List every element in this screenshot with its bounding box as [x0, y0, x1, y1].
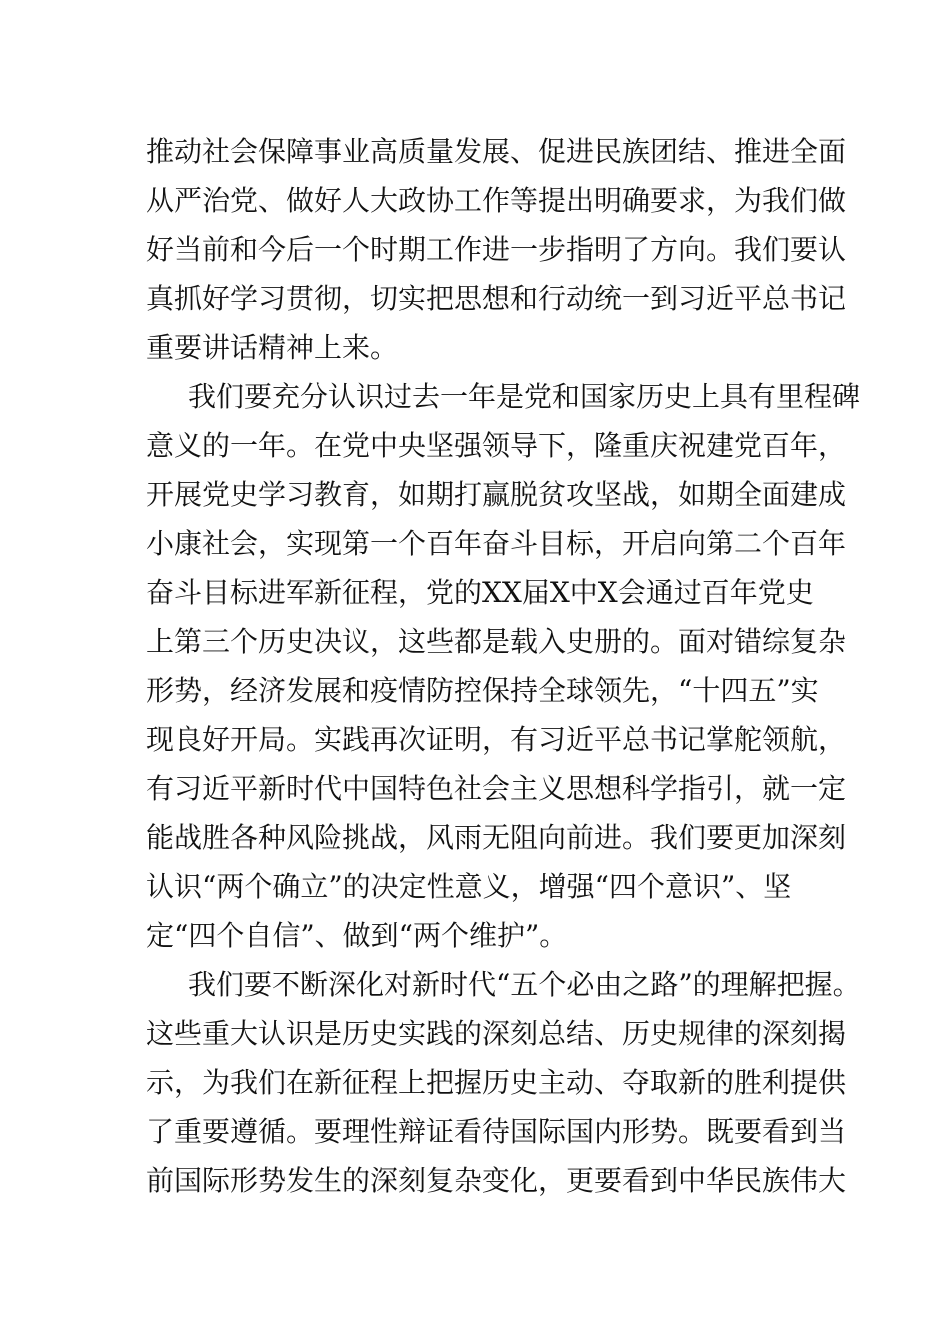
paragraph-2-line-12: 定“四个自信”、做到“两个维护”。	[146, 919, 568, 952]
paragraph-2-line-11: 认识“两个确立”的决定性意义，增强“四个意识”、坚	[146, 870, 792, 903]
paragraph-3-line-4: 了重要遵循。要理性辩证看待国际国内形势。既要看到当	[146, 1115, 847, 1148]
paragraph-1-line-4: 真抓好学习贯彻，切实把思想和行动统一到习近平总书记	[146, 282, 847, 315]
paragraph-2-line-2: 意义的一年。在党中央坚强领导下，隆重庆祝建党百年，	[146, 429, 847, 462]
paragraph-2-line-7: 形势，经济发展和疫情防控保持全球领先，“十四五”实	[146, 674, 819, 707]
paragraph-2-line-3: 开展党史学习教育，如期打赢脱贫攻坚战，如期全面建成	[146, 478, 847, 511]
paragraph-3-line-1: 我们要不断深化对新时代“五个必由之路”的理解把握。	[188, 968, 861, 1001]
paragraph-2-line-8: 现良好开局。实践再次证明，有习近平总书记掌舵领航，	[146, 723, 847, 756]
paragraph-3-line-5: 前国际形势发生的深刻复杂变化，更要看到中华民族伟大	[146, 1164, 847, 1197]
paragraph-1-line-3: 好当前和今后一个时期工作进一步指明了方向。我们要认	[146, 233, 847, 266]
paragraph-2-line-4: 小康社会，实现第一个百年奋斗目标，开启向第二个百年	[146, 527, 847, 560]
paragraph-2-line-6: 上第三个历史决议，这些都是载入史册的。面对错综复杂	[146, 625, 847, 658]
paragraph-1-line-5: 重要讲话精神上来。	[146, 331, 399, 364]
paragraph-1-line-1: 推动社会保障事业高质量发展、促进民族团结、推进全面	[146, 135, 847, 168]
paragraph-2-line-10: 能战胜各种风险挑战，风雨无阻向前进。我们要更加深刻	[146, 821, 847, 854]
paragraph-3-line-2: 这些重大认识是历史实践的深刻总结、历史规律的深刻揭	[146, 1017, 847, 1050]
paragraph-1-line-2: 从严治党、做好人大政协工作等提出明确要求，为我们做	[146, 184, 847, 217]
paragraph-2-line-5: 奋斗目标进军新征程，党的XX届X中X会通过百年党史	[146, 576, 814, 609]
paragraph-2-line-1: 我们要充分认识过去一年是党和国家历史上具有里程碑	[188, 380, 861, 413]
paragraph-2-line-9: 有习近平新时代中国特色社会主义思想科学指引，就一定	[146, 772, 847, 805]
paragraph-3-line-3: 示，为我们在新征程上把握历史主动、夺取新的胜利提供	[146, 1066, 847, 1099]
